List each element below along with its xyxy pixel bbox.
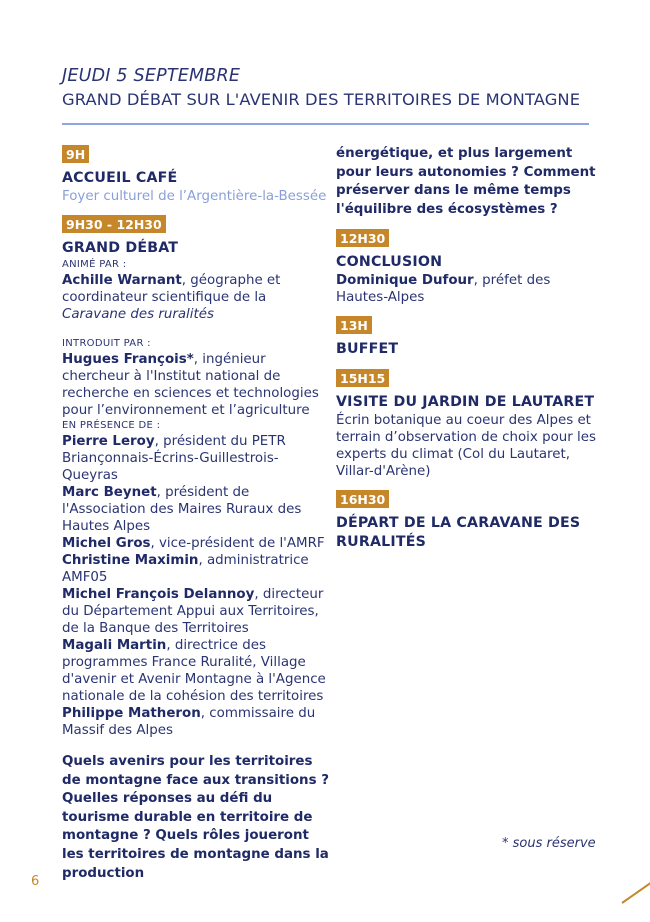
time-badge: 15H15 (336, 369, 389, 387)
agenda-title: GRAND DÉBAT (62, 240, 179, 256)
page-title: GRAND DÉBAT SUR L'AVENIR DES TERRITOIRES DE MONTAGNE (62, 90, 581, 109)
person-name: Pierre Leroy (62, 434, 155, 449)
person-name: Philippe Matheron (62, 706, 201, 721)
decorative-line (621, 879, 650, 904)
guest: Pierre Leroy, président du PETR Briançonnais-Écrins-Guillestrois-Queyras (62, 434, 286, 483)
agenda-description: Écrin botanique au coeur des Alpes et terrain d’observation de choix pour les experts du climat (Col du Lautaret, Villar-d'Arène) (336, 413, 596, 480)
agenda-item-debat (62, 215, 330, 883)
introducer: Hugues François*, ingénieur chercheur à l'Institut national de recherche en sciences et technologies pour l’environnement et l’agriculture (62, 352, 319, 418)
moderator: Achille Warnant, géographe et coordinateur scientifique de la Caravane des ruralités (62, 273, 281, 322)
time-badge: 12H30 (336, 229, 389, 247)
left-column (62, 145, 330, 883)
agenda-item-buffet (336, 316, 604, 359)
guest: Michel Gros, vice-président de l'AMRF (62, 536, 325, 551)
guest: Magali Martin, directrice des programmes France Ruralité, Village d'avenir et Avenir Montagne à l'Agence nationale de la cohésion des territoires (62, 638, 326, 704)
presence-label: EN PRÉSENCE DE : (62, 420, 161, 431)
speaker: Dominique Dufour, préfet des Hautes-Alpes (336, 273, 551, 306)
time-badge: 13H (336, 316, 372, 334)
agenda-title: CONCLUSION (336, 254, 443, 271)
person-name: Magali Martin (62, 638, 167, 653)
agenda-item-conclusion (336, 229, 604, 306)
agenda-title: BUFFET (336, 341, 399, 358)
guest: Philippe Matheron, commissaire du Massif des Alpes (62, 706, 316, 738)
agenda-place: Foyer culturel de l’Argentière-la-Bessée (62, 189, 327, 204)
person-name: Achille Warnant (62, 273, 182, 288)
person-name: Christine Maximin (62, 553, 199, 568)
person-name: Hugues François* (62, 352, 194, 367)
footnote: * sous réserve (502, 836, 596, 851)
agenda-item-depart (336, 490, 604, 552)
debate-questions: Quels avenirs pour les territoires de montagne face aux transitions ? Quelles réponses au défi du tourisme durable en territoire de montagne ? Quels rôles joueront les territoires de montagne dans la production (62, 754, 329, 881)
anime-label: ANIMÉ PAR : (62, 259, 127, 270)
debate-questions-continued: énergétique, et plus largement pour leurs autonomies ? Comment préserver dans le même temps l'équilibre des écosystèmes ? (336, 146, 596, 217)
time-badge: 9H (62, 145, 89, 163)
right-column (336, 145, 604, 552)
header-divider (62, 123, 589, 125)
person-name: Dominique Dufour (336, 273, 474, 289)
event-date: JEUDI 5 SEPTEMBRE (62, 66, 241, 86)
person-name: Marc Beynet (62, 485, 157, 500)
person-name: Michel Gros (62, 536, 151, 551)
guest: Michel François Delannoy, directeur du Département Appui aux Territoires, de la Banque des Territoires (62, 587, 324, 636)
person-name: Michel François Delannoy (62, 587, 255, 602)
guest: Christine Maximin, administratrice AMF05 (62, 553, 309, 585)
agenda-item-accueil (62, 145, 330, 205)
agenda-title: VISITE DU JARDIN DE LAUTARET (336, 394, 595, 411)
agenda-item-visite (336, 369, 604, 480)
agenda-title: DÉPART DE LA CARAVANE DES RURALITÉS (336, 515, 581, 551)
agenda-title: ACCUEIL CAFÉ (62, 170, 178, 186)
introduit-label: INTRODUIT PAR : (62, 338, 151, 349)
guest: Marc Beynet, président de l'Association des Maires Ruraux des Hautes Alpes (62, 485, 302, 534)
time-badge: 9H30 - 12H30 (62, 215, 166, 233)
page-number: 6 (31, 874, 40, 889)
time-badge: 16H30 (336, 490, 389, 508)
page-header (62, 64, 589, 112)
